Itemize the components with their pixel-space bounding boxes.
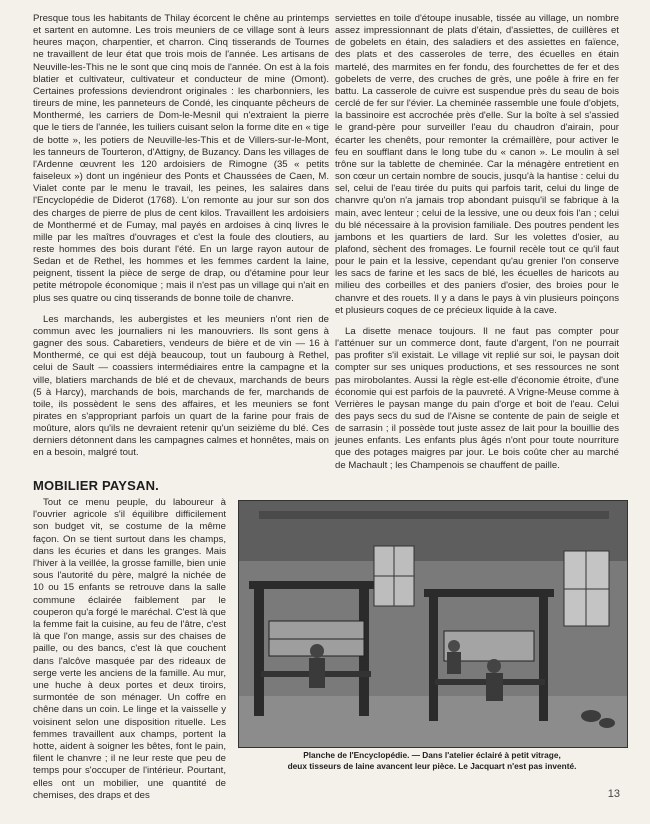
section-heading: MOBILIER PAYSAN. bbox=[33, 478, 159, 493]
paragraph-disette: La disette menace toujours. Il ne faut pas compter pour l'atténuer sur un commerce dont, faute d'argent, l'on ne pourrait pas profiter s'il existait. Le village vit replié sur soi, le paysan doit compter sur ses uniques productions, et ses ressources ne sont pas mirobolantes. Aussi la règle est-elle d'économie étroite, d'une économie qui est parfois de la pauvreté. A Vrigne-Meuse comme à Verrières le paysan mange du pain d'orge et boit de l'eau. Celui des pays secs du sud de l'Aisne se contente de pain de seigle et de sarrasin ; il possède tout juste assez de lait pour la bouillie des jeunes enfants. Les enfants plus âgés n'ont pour toute nourriture que des potages maigres par jour. Le bois coûte cher au marché de Machault ; les Champenois se chauffent de paille. bbox=[335, 325, 619, 471]
caption-line-2: deux tisseurs de laine avancent leur pièce. Le Jacquart n'est pas inventé. bbox=[287, 760, 577, 771]
left-column bbox=[33, 13, 329, 469]
figure-caption bbox=[238, 750, 626, 771]
paragraph-marchands: Les marchands, les aubergistes et les meuniers n'ont rien de commun avec les journaliers ni les manouvriers. Ils sont gens à gagner des sous. Cabaretiers, vendeurs de bière et de vin — 16 à Monthermé, ce qui est déjà beaucoup, tout un faubourg à Rethel, celui de Sault — coassiers intermédiaires entre la campagne et la ville, blatiers marchands de blé et de chevaux, marchands de beurs (5 à Harcy), marchands de bois, marchands de fer, marchands de toile, ils possèdent le sens des affaires, et les meuniers se font pirates en s'appropriant parfois un quart de la farine pour frais de moûture, alors qu'ils ne devraient retenir qu'un seizième du blé. Ces derniers détonnent dans les campagnes calmes et honnêtes, mais on en a besoin, malgré tout. bbox=[33, 313, 329, 459]
mobilier-column bbox=[33, 497, 226, 802]
encyclopedie-engraving bbox=[238, 500, 628, 748]
right-column bbox=[335, 13, 619, 481]
engraving-illustration bbox=[239, 501, 627, 747]
paragraph-artisans: Presque tous les habitants de Thilay écorcent le chêne au printemps et sartent en automne. Les trois meuniers de ce village sont à leurs heures maçon, charpentier, et charron. Cinq tisserands de Tournes ne travaillent de leur état que trois mois de l'année. Les artisans de Neuville-les-This ne le sont que cinq mois de l'année. On est à la fois blatier et cultivateur, cultivateur et conducteur de mine (Omont). Certaines professions deviendront originales : les charbonniers, les tireurs de mine, les panneteurs de Condé, les cinquante pêcheurs de Monthermé, les carriers de Dom-le-Mesnil qui n'extraient la pierre que le tiers de l'année, les tuiliers cuisant selon la forme dite en « tige de botte », les potiers de Neuville-les-This et de Villers-sur-le-Mont, les tanneurs de Tourteron, d'Attigny, de Buzancy. Dans les villages de l'Ardenne œuvrent les 120 ardoisiers de Rimogne (35 « petits faiseleux ») dont un ingénieur des Ponts et Chaussées de Caen, M. Vialet conte par le menu le travail, les peines, les salaires dans l'Encyclopédie de Diderot (1768). L'on remonte au jour sur son dos des charges de pierre de plus de cent kilos. Travaillent les ardoisiers de Monthermé et de Fumay, mal payés en ardoises à cinq livres le mille par les maîtres d'ouvrages et c'est la foule des cloutiers, au reste hommes des bois durant l'été. En un large rayon autour de Sedan et de Rethel, les hommes et les femmes cardent la laine, peignent, tissent la pièce de serge de drap, ou d'étamine pour leur petite métropole économique ; mais il n'est pas un village qui n'ait en plus ses quatre ou cinq tisserands de bonne toile de chanvre. bbox=[33, 13, 329, 304]
caption-line-1: Planche de l'Encyclopédie. — Dans l'atelier éclairé à petit vitrage, bbox=[303, 750, 561, 760]
paragraph-vaisselle: serviettes en toile d'étoupe inusable, tissée au village, un nombre assez impressionnant de plats d'étain, d'assiettes, de cuillères et de gobelets en étain, des saladiers et des assiettes en faïence, des plats et des casseroles de terre, des écuelles en étain martelé, des marmites en fer fondu, des fourchettes de fer et des gobelets de verre, des cruches de grès, une poêle à frire en fer battu. La casserole de cuivre est suspendue près du seau de bois cerclé de fer sur l'évier. La cheminée rassemble une foule d'objets, la bassinoire est accrochée près d'elle. Sur la boîte à sel s'assied le grand-père pour surveiller l'eau du chaudron d'airain, pour écarter les chenêts, pour remonter la crémaillère, pour activer le feu en soufflant dans le long tube du « canon ». Le moulin à sel trône sur la tablette de cheminée. Car la ménagère entretient en son cœur un certain nombre de soucis, jusqu'à la hantise : celui du sel, celui de l'eau tirée du puits qui parfois tarit, celui du linge de chanvre qu'on n'a jamais trop abondant puisqu'il se fabrique à la main, avec lenteur ; celui de la lessive, une ou deux fois l'an ; celui du blé nécessaire à la provision familiale. Des poutres pendent les jambons et les quartiers de lard. Sur les volettes d'osier, au plafond, sèchent des fromages. Le fournil recèle tout ce qu'il faut pour le pain et la lessive, cependant qu'au grenier l'on conserve les sacs de farine et les sacs de blé, les écuelles de haricots au milieu des corbeilles et des paniers d'osier, des broies pour le chanvre et des rouets. Il y a dans le pays à vin plusieurs poinçons et plusieurs coques de ce précieux liquide à la cave. bbox=[335, 13, 619, 316]
page-number: 13 bbox=[607, 788, 620, 800]
paragraph-mobilier: Tout ce menu peuple, du laboureur à l'ouvrier agricole s'il équilibre difficilement son budget vit, se costume de la même façon. On se tient surtout dans les champs, dans les écuries et dans les granges. Mais l'hiver à la veillée, la grosse famille, bien unie sous l'autorité du père, malgré la nichée de 10 ou 15 enfants se retrouve dans la salle commune éclairée faiblement par le couperon qu'a forgé le maréchal. C'est là que la femme fait la cuisine, au feu de l'âtre, c'est là que l'on mange, assis sur des chaises de paille, ou des bancs, c'est là que couchent dans l'alcôve masquée par des rideaux de serge verte les anciens de la famille. Au mur, une huche à deux portes et deux tiroirs, surmontée de son ménager. Un coffre en chêne dans un coin. Le linge et la vaisselle y voisinent selon une disposition rituelle. Les femmes travaillent aux champs, portent la hotte, aident à soigner les bêtes, font le pain, filent le chanvre ; il ne leur reste que peu de temps pour s'occuper de l'intérieur. Pourtant, elles ont un mobilier, une quantité de chemises, des draps et des bbox=[33, 497, 226, 801]
